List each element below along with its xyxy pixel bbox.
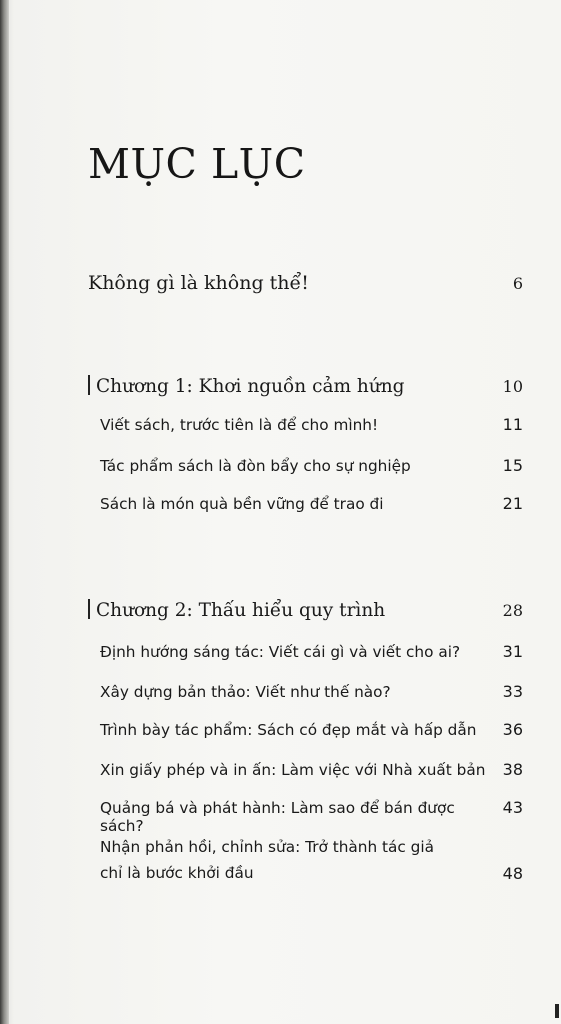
- toc-page-number: 43: [502, 798, 523, 817]
- toc-entry-label: Tác phẩm sách là đòn bẩy cho sự nghiệp: [100, 457, 411, 475]
- chapter-heading: [88, 596, 385, 621]
- book-spine-shadow: [0, 0, 9, 1024]
- toc-entry[interactable]: [100, 456, 523, 475]
- toc-entry-intro[interactable]: [88, 272, 523, 294]
- toc-entry-label: Sách là món quà bền vững để trao đi: [100, 495, 384, 513]
- toc-entry-label: Xin giấy phép và in ấn: Làm việc với Nhà xuất bản: [100, 761, 486, 779]
- toc-chapter-2[interactable]: [88, 596, 523, 621]
- page-edge-mark: [555, 1004, 559, 1018]
- toc-entry-label: Không gì là không thể!: [88, 272, 309, 294]
- toc-page-number: 15: [502, 456, 523, 475]
- toc-entry-label: Viết sách, trước tiên là để cho mình!: [100, 416, 379, 434]
- toc-entry[interactable]: [100, 760, 523, 779]
- toc-entry-label: Xây dựng bản thảo: Viết như thế nào?: [100, 683, 391, 701]
- toc-entry[interactable]: [100, 642, 523, 661]
- toc-entry[interactable]: [100, 838, 523, 883]
- chapter-marker-bar: [88, 599, 90, 619]
- toc-entry-label: Định hướng sáng tác: Viết cái gì và viết cho ai?: [100, 643, 461, 661]
- toc-page-number: 28: [502, 601, 523, 620]
- toc-entry-label: Trình bày tác phẩm: Sách có đẹp mắt và hấp dẫn: [100, 721, 477, 739]
- toc-entry-label: Nhận phản hồi, chỉnh sửa: Trở thành tác giả: [100, 838, 434, 856]
- chapter-heading: [88, 372, 405, 397]
- toc-entry[interactable]: [100, 415, 523, 434]
- toc-entry[interactable]: [100, 798, 523, 835]
- toc-entry-second-line: [100, 864, 523, 883]
- toc-entry[interactable]: [100, 494, 523, 513]
- toc-page-number: 36: [502, 720, 523, 739]
- toc-entry[interactable]: [100, 682, 523, 701]
- toc-page-number: 10: [502, 377, 523, 396]
- toc-page-number: 11: [502, 415, 523, 434]
- toc-page-number: 33: [502, 682, 523, 701]
- page-title: MỤC LỤC: [88, 140, 306, 188]
- toc-entry-label: Quảng bá và phát hành: Làm sao để bán được sách?: [100, 799, 455, 835]
- toc-page-number: 38: [502, 760, 523, 779]
- toc-entry-label-continued: chỉ là bước khởi đầu: [100, 864, 254, 882]
- chapter-label: Chương 1: Khơi nguồn cảm hứng: [96, 376, 405, 397]
- toc-page-number: 48: [502, 864, 523, 883]
- toc-page-number: 6: [512, 274, 523, 293]
- toc-page-number: 31: [502, 642, 523, 661]
- chapter-label: Chương 2: Thấu hiểu quy trình: [96, 600, 386, 621]
- toc-page-number: 21: [502, 494, 523, 513]
- chapter-marker-bar: [88, 375, 90, 395]
- toc-entry[interactable]: [100, 720, 523, 739]
- toc-chapter-1[interactable]: [88, 372, 523, 397]
